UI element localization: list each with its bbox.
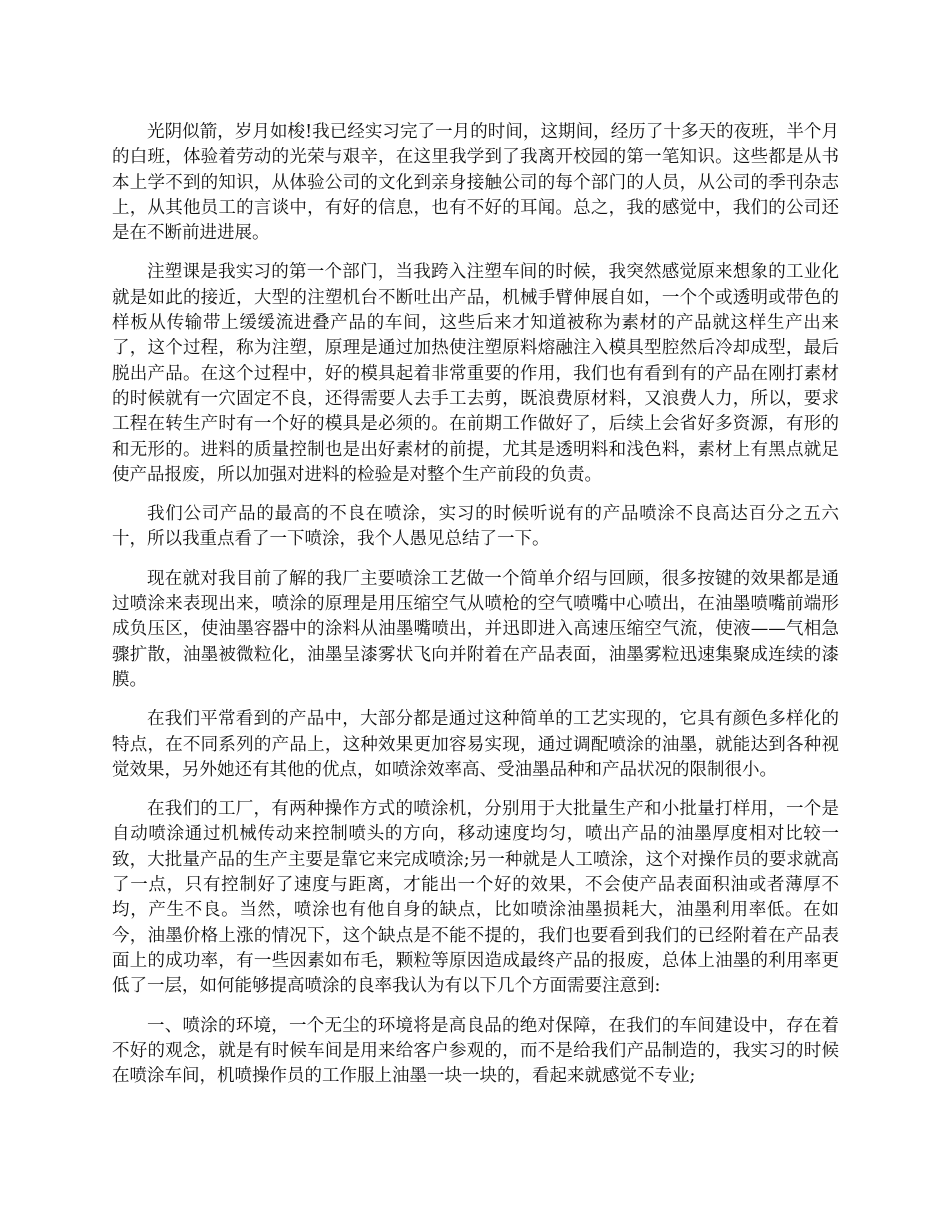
paragraph-injection-molding: 注塑课是我实习的第一个部门，当我跨入注塑车间的时候，我突然感觉原来想象的工业化就是如此的接近，大型的注塑机台不断吐出产品，机械手臂伸展自如，一个个或透明或带色的样板从传输带上缓缓流进叠产品的车间，这些后来才知道被称为素材的产品就这样生产出来了，这个过程，称为注塑，原理是通过加热使注塑原料熔融注入模具型腔然后冷却成型，最后脱出产品。在这个过程中，好的模具起着非常重要的作用，我们也有看到有的产品在刚打素材的时候就有一穴固定不良，还得需要人去手工去剪，既浪费原材料，又浪费人力，所以，要求工程在转生产时有一个好的模具是必须的。在前期工作做好了，后续上会省好多资源，有形的和无形的。进料的质量控制也是出好素材的前提，尤其是透明料和浅色料，素材上有黑点就足使产品报废，所以加强对进料的检验是对整个生产前段的负责。: [112, 262, 839, 485]
paragraph-spray-defects: 我们公司产品的最高的不良在喷涂，实习的时候听说有的产品喷涂不良高达百分之五六十，所以我重点看了一下喷涂，我个人愚见总结了一下。: [112, 504, 839, 550]
paragraph-spray-principle: 现在就对我目前了解的我厂主要喷涂工艺做一个简单介绍与回顾，很多按键的效果都是通过喷涂来表现出来，喷涂的原理是用压缩空气从喷枪的空气喷嘴中心喷出，在油墨喷嘴前端形成负压区，使油墨容器中的涂料从油墨嘴喷出，并迅即进入高速压缩空气流，使液——气相急骤扩散，油墨被微粒化，油墨呈漆雾状飞向并附着在产品表面，油墨雾粒迅速集聚成连续的漆膜。: [112, 568, 839, 690]
paragraph-spray-environment: 一、喷涂的环境，一个无尘的环境将是高良品的绝对保障，在我们的车间建设中，存在着不好的观念，就是有时候车间是用来给客户参观的，而不是给我们产品制造的，我实习的时候在喷涂车间，机喷操作员的工作服上油墨一块一块的，看起来就感觉不专业;: [112, 1015, 839, 1087]
paragraph-spray-advantages: 在我们平常看到的产品中，大部分都是通过这种简单的工艺实现的，它具有颜色多样化的特点，在不同系列的产品上，这种效果更加容易实现，通过调配喷涂的油墨，就能达到各种视觉效果，另外她还有其他的优点，如喷涂效率高、受油墨品种和产品状况的限制很小。: [112, 709, 839, 780]
paragraph-spray-machines: 在我们的工厂，有两种操作方式的喷涂机，分别用于大批量生产和小批量打样用，一个是自动喷涂通过机械传动来控制喷头的方向，移动速度均匀，喷出产品的油墨厚度相对比较一致，大批量产品的生产主要是靠它来完成喷涂;另一种就是人工喷涂，这个对操作员的要求就高了一点，只有控制好了速度与距离，才能出一个好的效果，不会使产品表面积油或者薄厚不均，产生不良。当然，喷涂也有他自身的缺点，比如喷涂油墨损耗大，油墨利用率低。在如今，油墨价格上涨的情况下，这个缺点是不能不提的，我们也要看到我们的已经附着在产品表面上的成功率，有一些因素如布毛，颗粒等原因造成最终产品的报废，总体上油墨的利用率更低了一层，如何能够提高喷涂的良率我认为有以下几个方面需要注意到:: [112, 799, 839, 997]
document-body: [112, 120, 839, 1103]
paragraph-intro: 光阴似箭，岁月如梭!我已经实习完了一月的时间，这期间，经历了十多天的夜班，半个月的白班，体验着劳动的光荣与艰辛，在这里我学到了我离开校园的第一笔知识。这些都是从书本上学不到的知识，从体验公司的文化到亲身接触公司的每个部门的人员，从公司的季刊杂志上，从其他员工的言谈中，有好的信息，也有不好的耳闻。总之，我的感觉中，我们的公司还是在不断前进进展。: [112, 122, 839, 244]
